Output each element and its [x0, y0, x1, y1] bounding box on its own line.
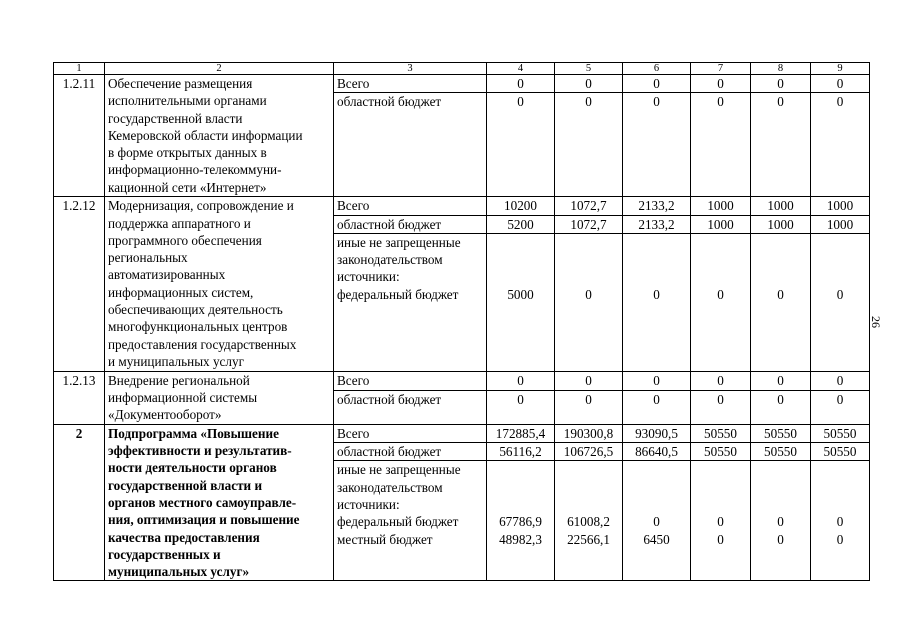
- value-cell: 0: [751, 233, 811, 371]
- value-cell: 0: [751, 93, 811, 197]
- value-cell: 0: [691, 233, 751, 371]
- funding-source-line: источники:: [337, 269, 400, 285]
- value-cell: 0: [811, 93, 870, 197]
- item-description: Обеспечение размещения исполнительными органами государственной власти Кемеровской области информации в форме открытых данных в информационно-телекоммуни- кационной сети «Интернет»: [105, 75, 334, 197]
- value-cell: 1000: [691, 215, 751, 233]
- value-cell: 50550: [691, 443, 751, 461]
- value-cell: 0: [623, 93, 691, 197]
- item-code: 1.2.11: [54, 75, 105, 197]
- value-cell: 0: [623, 75, 691, 93]
- value-cell: 67786,9 48982,3: [487, 461, 555, 581]
- value-cell: 0: [691, 390, 751, 424]
- value-cell: 0: [555, 75, 623, 93]
- value-cell: 1000: [811, 215, 870, 233]
- funding-source: Всего: [334, 75, 487, 93]
- value-cell: 0: [811, 371, 870, 390]
- value-cell: 10200: [487, 197, 555, 215]
- item-description: Подпрограмма «Повышение эффективности и результатив- ности деятельности органов государственной власти и органов местного самоуправле- ния, оптимизация и повышение качества предоставления государственных и муниципальных услуг»: [105, 424, 334, 581]
- item-code: 1.2.13: [54, 371, 105, 424]
- value-cell: 1072,7: [555, 215, 623, 233]
- value-cell: 0: [623, 371, 691, 390]
- header-cell: 1: [54, 63, 105, 75]
- value-cell: 0 0: [691, 461, 751, 581]
- funding-source: областной бюджет: [334, 390, 487, 424]
- item-code: 2: [54, 424, 105, 581]
- table-row: [54, 424, 870, 442]
- value-cell: 50550: [691, 424, 751, 442]
- value-cell: 50550: [811, 424, 870, 442]
- funding-source: Всего: [334, 197, 487, 215]
- value-cell: 0: [751, 390, 811, 424]
- value-cell: 1000: [751, 215, 811, 233]
- value-cell: 50550: [751, 424, 811, 442]
- budget-table: [53, 62, 870, 581]
- value-cell: 0: [691, 371, 751, 390]
- value-cell: 0: [487, 390, 555, 424]
- value-cell: 0: [623, 233, 691, 371]
- value-cell: 0: [555, 371, 623, 390]
- funding-source-line: иные не запрещенные: [337, 462, 461, 478]
- value-cell: 0: [487, 75, 555, 93]
- funding-source-line: федеральный бюджет: [337, 286, 459, 302]
- value-cell: 106726,5: [555, 443, 623, 461]
- table-row: [54, 371, 870, 390]
- value-cell: 172885,4: [487, 424, 555, 442]
- table-row: [54, 75, 870, 93]
- value-cell: 0: [751, 371, 811, 390]
- value-cell: 1000: [691, 197, 751, 215]
- header-cell: 3: [334, 63, 487, 75]
- funding-source: областной бюджет: [334, 443, 487, 461]
- item-description: Модернизация, сопровождение и поддержка аппаратного и программного обеспечения региональных автоматизированных информационных систем, обеспечивающих деятельность многофункциональных центров предоставления государственных и муниципальных услуг: [105, 197, 334, 372]
- funding-source-line: федеральный бюджет: [337, 514, 459, 530]
- value-cell: 0 0: [811, 461, 870, 581]
- value-cell: 1000: [751, 197, 811, 215]
- table-row: [54, 197, 870, 215]
- value-cell: 0: [811, 233, 870, 371]
- value-cell: 0: [811, 75, 870, 93]
- header-cell: 5: [555, 63, 623, 75]
- funding-source: Всего: [334, 424, 487, 442]
- header-cell: 8: [751, 63, 811, 75]
- header-cell: 2: [105, 63, 334, 75]
- header-cell: 6: [623, 63, 691, 75]
- value-cell: 50550: [751, 443, 811, 461]
- value-cell: 0: [555, 93, 623, 197]
- value-cell: 2133,2: [623, 197, 691, 215]
- funding-source-line: источники:: [337, 497, 400, 513]
- value-cell: 0: [487, 93, 555, 197]
- funding-source-line: законодательством: [337, 479, 443, 495]
- funding-source: областной бюджет: [334, 93, 487, 197]
- page-number: 26: [869, 316, 883, 328]
- value-cell: 0: [751, 75, 811, 93]
- header-cell: 7: [691, 63, 751, 75]
- funding-source-line: законодательством: [337, 252, 443, 268]
- value-cell: 0: [623, 390, 691, 424]
- value-cell: 61008,2 22566,1: [555, 461, 623, 581]
- funding-source-other: [334, 233, 487, 371]
- value-cell: 190300,8: [555, 424, 623, 442]
- value-cell: 56116,2: [487, 443, 555, 461]
- item-code: 1.2.12: [54, 197, 105, 372]
- item-description: Внедрение региональной информационной системы «Документооборот»: [105, 371, 334, 424]
- value-cell: 0: [555, 390, 623, 424]
- header-row: [54, 63, 870, 75]
- value-cell: 0: [691, 75, 751, 93]
- value-cell: 86640,5: [623, 443, 691, 461]
- value-cell: 5200: [487, 215, 555, 233]
- value-cell: 5000: [487, 233, 555, 371]
- value-cell: 0: [487, 371, 555, 390]
- value-cell: 0 0: [751, 461, 811, 581]
- value-cell: 1000: [811, 197, 870, 215]
- funding-source-line: иные не запрещенные: [337, 234, 461, 250]
- value-cell: 0: [555, 233, 623, 371]
- funding-source-line: местный бюджет: [337, 531, 433, 547]
- value-cell: 0: [811, 390, 870, 424]
- funding-source: областной бюджет: [334, 215, 487, 233]
- funding-source-other: [334, 461, 487, 581]
- value-cell: 93090,5: [623, 424, 691, 442]
- value-cell: 50550: [811, 443, 870, 461]
- header-cell: 9: [811, 63, 870, 75]
- value-cell: 0 6450: [623, 461, 691, 581]
- value-cell: 0: [691, 93, 751, 197]
- header-cell: 4: [487, 63, 555, 75]
- value-cell: 1072,7: [555, 197, 623, 215]
- funding-source: Всего: [334, 371, 487, 390]
- value-cell: 2133,2: [623, 215, 691, 233]
